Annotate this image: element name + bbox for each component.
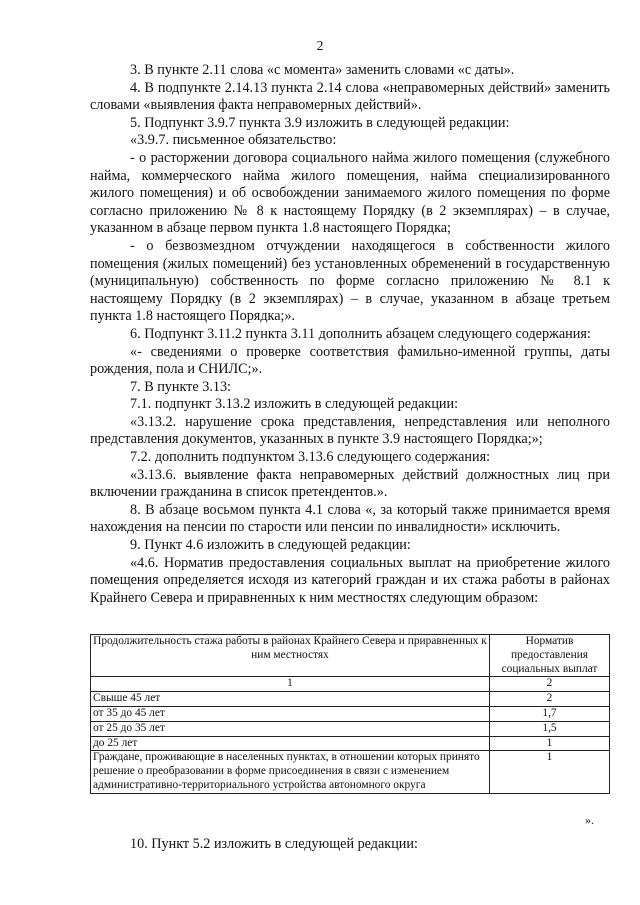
subitem-7-1: 7.1. подпункт 3.13.2 изложить в следующей редакции: <box>130 396 459 413</box>
table-cell: до 25 лет <box>91 736 490 751</box>
table-row <box>91 692 610 707</box>
quote-3-9-7: «3.9.7. письменное обязательство: <box>130 132 337 149</box>
table-header-cell: Продолжительность стажа работы в районах Крайнего Севера и приравненных к ним местностях <box>91 635 490 677</box>
table-row <box>91 751 610 793</box>
paragraph-item-5: 5. Подпункт 3.9.7 пункта 3.9 изложить в следующей редакции: <box>130 114 510 131</box>
table-cell: Свыше 45 лет <box>91 692 490 707</box>
table-cell: Граждане, проживающие в населенных пунктах, в отношении которых принято решение о преобразовании в форме присоединения в связи с изменением административно-территориального устройства автономного округа <box>91 751 490 793</box>
paragraph-item-10: 10. Пункт 5.2 изложить в следующей редакции: <box>130 836 418 853</box>
table-cell: от 25 до 35 лет <box>91 721 490 736</box>
table-header-cell: Норматив предоставления социальных выплат <box>490 635 610 677</box>
table-row <box>91 721 610 736</box>
obligation-alienation: - о безвозмездном отчуждении находящегося в собственности жилого помещения (жилых помещений) без установленных обременений в государственную (муниципальную) собственность по форме согласно приложению № 8.1 к настоящему Порядку (в 2 экземплярах) – в случае, указанном в абзаце третьем пункта 1.8 настоящего Порядка;». <box>90 237 610 325</box>
quote-3-13-6: «3.13.6. выявление факта неправомерных действий должностных лиц при включении гражданина в список претендентов.». <box>90 466 610 501</box>
table-cell: от 35 до 45 лет <box>91 706 490 721</box>
closing-quote-mark: ». <box>585 813 594 827</box>
table-cell: 1,5 <box>490 721 610 736</box>
table-cell: 1 <box>490 751 610 793</box>
paragraph-item-4: 4. В подпункте 2.14.13 пункта 2.14 слова «неправомерных действий» заменить словами «выявления факта неправомерных действий». <box>90 79 610 114</box>
paragraph-item-6: 6. Подпункт 3.11.2 пункта 3.11 дополнить абзацем следующего содержания: <box>130 325 591 342</box>
quote-3-13-2: «3.13.2. нарушение срока представления, непредставления или неполного представления документов, указанных в пункте 3.9 настоящего Порядка;»; <box>90 413 610 448</box>
subitem-7-2: 7.2. дополнить подпунктом 3.13.6 следующего содержания: <box>130 449 491 466</box>
quote-snils: «- сведениями о проверке соответствия фамильно-именной группы, даты рождения, пола и СНИЛС;». <box>90 343 610 378</box>
obligation-termination: - о расторжении договора социального найма жилого помещения (служебного найма, коммерческого найма жилого помещения, найма специализированного жилого помещения) и об освобождении занимаемого жилого помещения по форме согласно приложению № 8 к настоящему Порядку (в 2 экземплярах) – в случае, указанном в абзаце первом пункта 1.8 настоящего Порядка; <box>90 149 610 237</box>
document-body <box>90 62 610 607</box>
quote-4-6: «4.6. Норматив предоставления социальных выплат на приобретение жилого помещения определяется исходя из категорий граждан и их стажа работы в районах Крайнего Севера и приравненных к ним местностях следующим образом: <box>90 554 610 606</box>
table-cell: 1,7 <box>490 706 610 721</box>
paragraph-item-3: 3. В пункте 2.11 слова «с момента» заменить словами «с даты». <box>130 62 515 78</box>
table-cell: 2 <box>490 677 610 692</box>
page-number: 2 <box>316 38 324 53</box>
norm-table <box>90 634 610 794</box>
table-cell: 1 <box>91 677 490 692</box>
table-row <box>91 736 610 751</box>
paragraph-item-8: 8. В абзаце восьмом пункта 4.1 слова «, за который также принимается время нахождения на пенсии по старости или пенсии по инвалидности» исключить. <box>90 501 610 536</box>
table-number-row <box>91 677 610 692</box>
table-cell: 2 <box>490 692 610 707</box>
table-header-row <box>91 635 610 677</box>
table-row <box>91 706 610 721</box>
paragraph-item-7: 7. В пункте 3.13: <box>130 378 231 395</box>
table-cell: 1 <box>490 736 610 751</box>
paragraph-item-9: 9. Пункт 4.6 изложить в следующей редакции: <box>130 537 411 554</box>
